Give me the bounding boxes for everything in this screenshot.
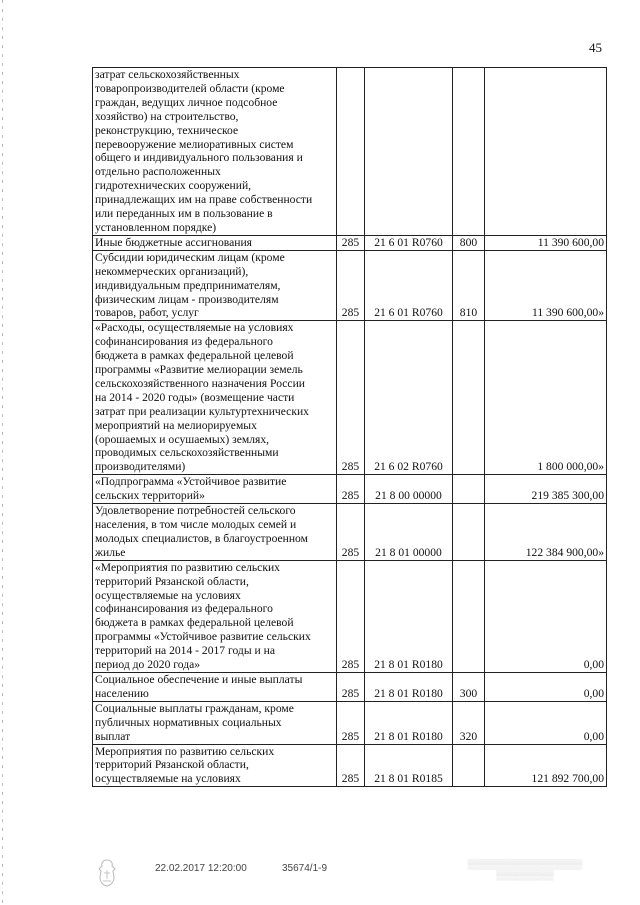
row-name: Социальное обеспечение и иные выплаты населению xyxy=(93,672,337,701)
row-code: 21 6 01 R0760 xyxy=(365,235,453,250)
row-code: 21 8 01 R0185 xyxy=(365,744,453,787)
row-sum: 11 390 600,00» xyxy=(485,250,607,321)
row-sum: 219 385 300,00 xyxy=(485,475,607,504)
row-vr xyxy=(453,504,485,561)
row-gr: 285 xyxy=(337,701,365,744)
row-sum xyxy=(485,68,607,236)
table-row xyxy=(93,744,607,787)
table-row xyxy=(93,321,607,475)
footer-datetime: 22.02.2017 12:20:00 xyxy=(155,863,247,874)
coat-of-arms-icon xyxy=(92,857,122,889)
row-code: 21 8 00 00000 xyxy=(365,475,453,504)
row-gr: 285 xyxy=(337,744,365,787)
table-row xyxy=(93,250,607,321)
scan-edge xyxy=(2,0,3,905)
table-row xyxy=(93,504,607,561)
row-vr xyxy=(453,321,485,475)
row-code: 21 8 01 R0180 xyxy=(365,560,453,672)
row-vr: 800 xyxy=(453,235,485,250)
page-footer xyxy=(0,857,640,897)
row-name: затрат сельскохозяйственных товаропроизводителей области (кроме граждан, ведущих личное подсобное хозяйство) на строительство, реконструкцию, техническое перевооружение мелиоративных систем общего и индивидуального пользования и отдельно расположенных гидротехнических сооружений, принадлежащих им на праве собственности или переданных им в пользование в установленном порядке) xyxy=(93,68,337,236)
row-gr: 285 xyxy=(337,560,365,672)
row-vr xyxy=(453,475,485,504)
row-code: 21 6 02 R0760 xyxy=(365,321,453,475)
table-row xyxy=(93,235,607,250)
row-code: 21 6 01 R0760 xyxy=(365,250,453,321)
table-row xyxy=(93,672,607,701)
row-name: «Подпрограмма «Устойчивое развитие сельских территорий» xyxy=(93,475,337,504)
row-name: Субсидии юридическим лицам (кроме некоммерческих организаций), индивидуальным предпринимателям, физическим лицам - производителям товаров, работ, услуг xyxy=(93,250,337,321)
row-gr xyxy=(337,68,365,236)
row-vr: 810 xyxy=(453,250,485,321)
footer-doc-id: 35674/1-9 xyxy=(282,863,328,874)
row-vr xyxy=(453,560,485,672)
row-code: 21 8 01 00000 xyxy=(365,504,453,561)
row-vr: 320 xyxy=(453,701,485,744)
row-vr xyxy=(453,68,485,236)
row-sum: 0,00 xyxy=(485,560,607,672)
table-row xyxy=(93,701,607,744)
budget-table xyxy=(92,67,607,787)
row-sum: 0,00 xyxy=(485,701,607,744)
row-vr: 300 xyxy=(453,672,485,701)
row-sum: 11 390 600,00 xyxy=(485,235,607,250)
row-name: «Расходы, осуществляемые на условиях софинансирования из федерального бюджета в рамках федеральной целевой программы «Развитие мелиорации земель сельскохозяйственного назначения России на 2014 - 2020 годы» (возмещение части затрат при реализации культуртехнических мероприятий на мелиорируемых (орошаемых и осушаемых) землях, проводимых сельскохозяйственными производителями) xyxy=(93,321,337,475)
row-sum: 121 892 700,00 xyxy=(485,744,607,787)
row-gr: 285 xyxy=(337,235,365,250)
row-name: Иные бюджетные ассигнования xyxy=(93,235,337,250)
row-sum: 0,00 xyxy=(485,672,607,701)
row-gr: 285 xyxy=(337,504,365,561)
row-sum: 122 384 900,00» xyxy=(485,504,607,561)
footer-watermark: ▒▒▒▒▒▒▒▒▒▒▒▒▒▒▒▒▒▒ ▒▒▒▒▒▒▒▒▒ xyxy=(467,859,583,880)
table-row xyxy=(93,560,607,672)
row-gr: 285 xyxy=(337,321,365,475)
page-number: 45 xyxy=(589,40,602,55)
row-sum: 1 800 000,00» xyxy=(485,321,607,475)
row-gr: 285 xyxy=(337,250,365,321)
table-row xyxy=(93,475,607,504)
row-vr xyxy=(453,744,485,787)
row-name: «Мероприятия по развитию сельских территорий Рязанской области, осуществляемые на условиях софинансирования из федерального бюджета в рамках федеральной целевой программы «Устойчивое развитие сельских территорий на 2014 - 2017 годы и на период до 2020 года» xyxy=(93,560,337,672)
row-code xyxy=(365,68,453,236)
row-gr: 285 xyxy=(337,475,365,504)
row-name: Социальные выплаты гражданам, кроме публичных нормативных социальных выплат xyxy=(93,701,337,744)
row-name: Удовлетворение потребностей сельского населения, в том числе молодых семей и молодых специалистов, в благоустроенном жилье xyxy=(93,504,337,561)
row-code: 21 8 01 R0180 xyxy=(365,701,453,744)
row-gr: 285 xyxy=(337,672,365,701)
table-row xyxy=(93,68,607,236)
row-name: Мероприятия по развитию сельских территорий Рязанской области, осуществляемые на условиях xyxy=(93,744,337,787)
row-code: 21 8 01 R0180 xyxy=(365,672,453,701)
